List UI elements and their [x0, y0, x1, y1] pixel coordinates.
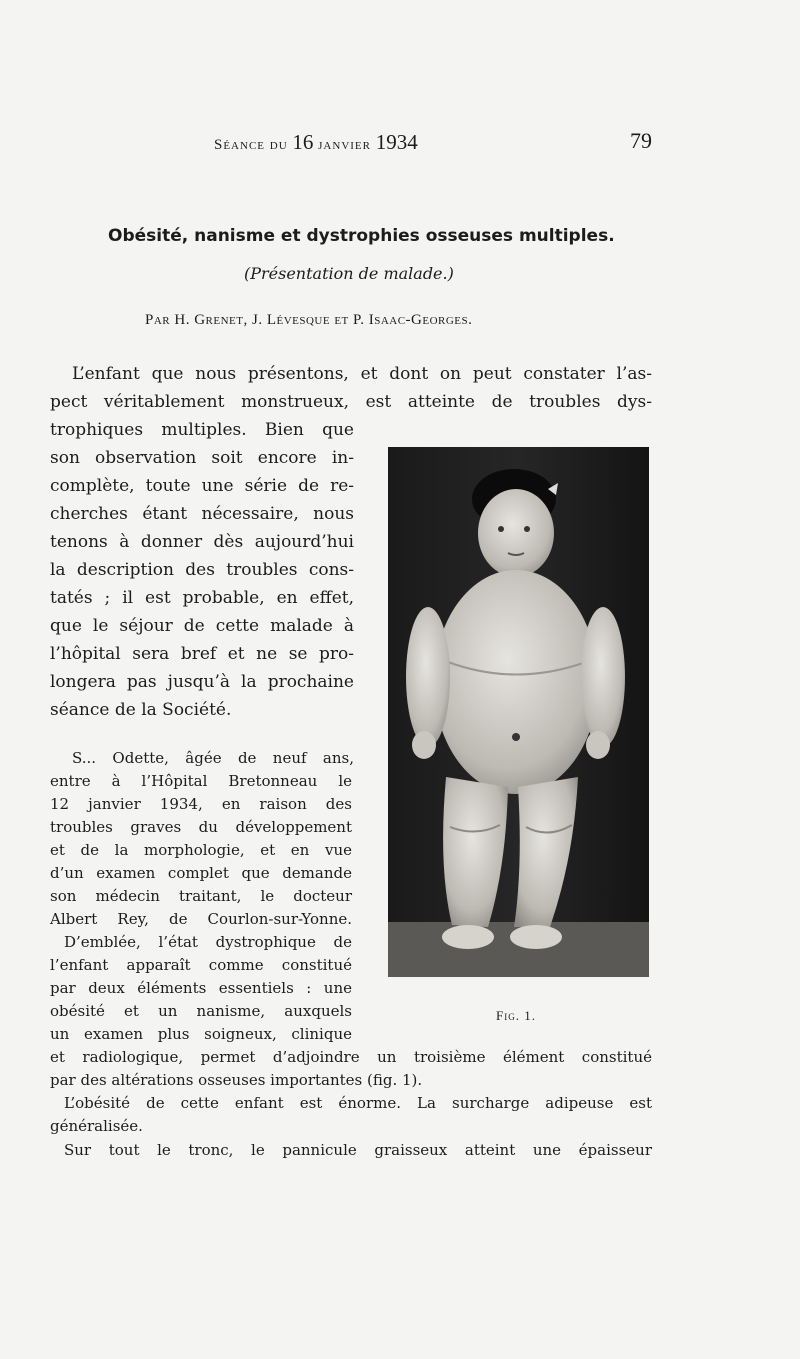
- body-line: que le séjour de cette malade à: [50, 616, 354, 636]
- case-line-text: S... Odette, âgée de neuf ans,: [72, 749, 354, 767]
- body-line: séance de la Société.: [50, 700, 232, 720]
- case-line: l’enfant apparaît comme constitué: [50, 956, 352, 974]
- article-authors: Par H. Grenet, J. Lévesque et P. Isaac-Georges.: [145, 312, 473, 328]
- running-header: [214, 132, 418, 155]
- case-line: Albert Rey, de Courlon-sur-Yonne.: [50, 910, 352, 928]
- header-year: 1934: [375, 130, 418, 154]
- photograph-image: [388, 447, 649, 977]
- case-line: généralisée.: [50, 1117, 143, 1135]
- body-line: pect véritablement monstrueux, est atteinte de troubles dys-: [50, 392, 652, 412]
- case-line: d’un examen complet que demande: [50, 864, 352, 882]
- page-number: 79: [630, 128, 652, 153]
- body-line: la description des troubles cons-: [50, 560, 354, 580]
- figure-caption: Fig. 1.: [496, 1008, 536, 1023]
- header-day: 16: [292, 130, 314, 154]
- header-month: janvier: [313, 137, 376, 153]
- case-line: un examen plus soigneux, clinique: [50, 1025, 352, 1043]
- body-line: longera pas jusqu’à la prochaine: [50, 672, 354, 692]
- case-line: son médecin traitant, le docteur: [50, 887, 352, 905]
- case-line: et de la morphologie, et en vue: [50, 841, 352, 859]
- patient-photograph: [388, 447, 649, 977]
- article-title: Obésité, nanisme et dystrophies osseuses multiples.: [108, 226, 615, 246]
- case-line: entre à l’Hôpital Bretonneau le: [50, 772, 352, 790]
- case-line: et radiologique, permet d’adjoindre un troisième élément constitué: [50, 1048, 652, 1066]
- case-line: troubles graves du développement: [50, 818, 352, 836]
- body-line: tenons à donner dès aujourd’hui: [50, 532, 354, 552]
- body-line: L’enfant que nous présentons, et dont on peut constater l’as-: [72, 364, 652, 384]
- body-line: complète, toute une série de re-: [50, 476, 354, 496]
- body-line: son observation soit encore in-: [50, 448, 354, 468]
- body-line: trophiques multiples. Bien que: [50, 420, 354, 440]
- body-line: tatés ; il est probable, en effet,: [50, 588, 354, 608]
- case-line: par deux éléments essentiels : une: [50, 979, 352, 997]
- body-line: l’hôpital sera bref et ne se pro-: [50, 644, 354, 664]
- case-line: D’emblée, l’état dystrophique de: [64, 933, 352, 951]
- case-line: 12 janvier 1934, en raison des: [50, 795, 352, 813]
- article-subtitle: (Présentation de malade.): [244, 264, 454, 283]
- case-line: L’obésité de cette enfant est énorme. La surcharge adipeuse est: [64, 1094, 652, 1112]
- case-line: par des altérations osseuses importantes (fig. 1).: [50, 1071, 423, 1089]
- body-line: cherches étant nécessaire, nous: [50, 504, 354, 524]
- case-line: obésité et un nanisme, auxquels: [50, 1002, 352, 1020]
- case-line: [72, 748, 354, 769]
- case-line: Sur tout le tronc, le pannicule graisseux atteint une épaisseur: [64, 1141, 652, 1159]
- header-text: Séance du: [214, 137, 293, 153]
